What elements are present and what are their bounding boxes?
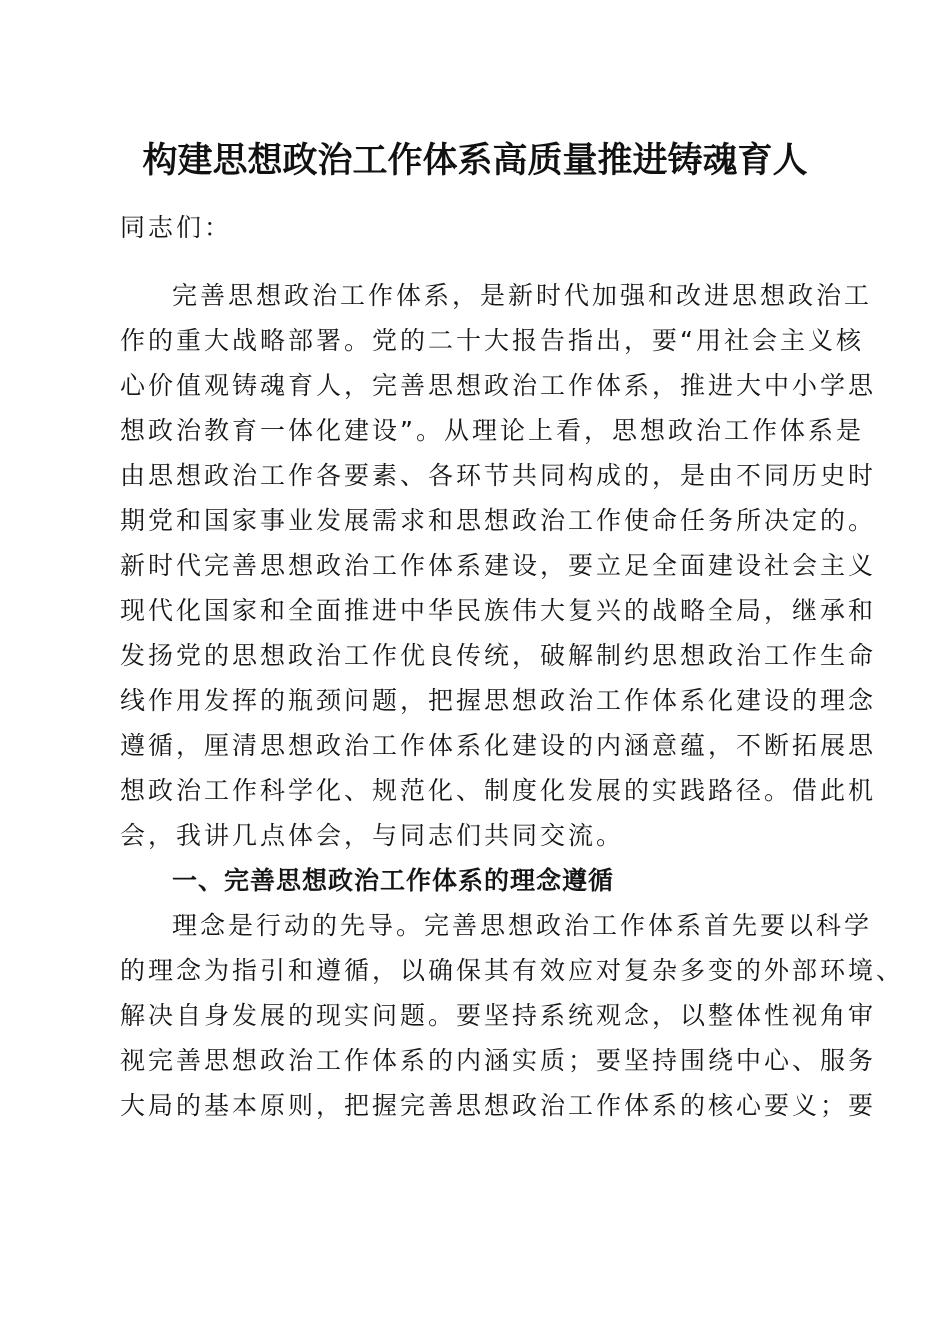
paragraph-line: 大局的基本原则，把握完善思想政治工作体系的核心要义；要 bbox=[120, 1091, 877, 1120]
salutation: 同志们： bbox=[120, 213, 233, 242]
paragraph-line: 线作用发挥的瓶颈问题，把握思想政治工作体系化建设的理念 bbox=[120, 686, 877, 715]
paragraph-line: 期党和国家事业发展需求和思想政治工作使命任务所决定的。 bbox=[120, 506, 877, 535]
paragraph-line: 的理念为指引和遵循，以确保其有效应对复杂多变的外部环境、 bbox=[120, 956, 905, 985]
paragraph-line: 遵循，厘清思想政治工作体系化建设的内涵意蕴，不断拓展思 bbox=[120, 731, 877, 760]
paragraph-line: 解决自身发展的现实问题。要坚持系统观念，以整体性视角审 bbox=[120, 1001, 877, 1030]
document-title: 构建思想政治工作体系高质量推进铸魂育人 bbox=[142, 140, 808, 181]
paragraph-line: 现代化国家和全面推进中华民族伟大复兴的战略全局，继承和 bbox=[120, 596, 877, 625]
paragraph-line: 由思想政治工作各要素、各环节共同构成的，是由不同历史时 bbox=[120, 461, 877, 490]
section-heading: 一、完善思想政治工作体系的理念遵循 bbox=[172, 866, 615, 895]
paragraph-line: 理念是行动的先导。完善思想政治工作体系首先要以科学 bbox=[172, 911, 873, 940]
paragraph-line: 新时代完善思想政治工作体系建设，要立足全面建设社会主义 bbox=[120, 551, 877, 580]
paragraph-line: 想政治教育一体化建设”。从理论上看，思想政治工作体系是 bbox=[120, 416, 864, 445]
paragraph-line: 想政治工作科学化、规范化、制度化发展的实践路径。借此机 bbox=[120, 776, 877, 805]
paragraph-line: 视完善思想政治工作体系的内涵实质；要坚持围绕中心、服务 bbox=[120, 1046, 877, 1075]
paragraph-line: 会，我讲几点体会，与同志们共同交流。 bbox=[120, 821, 625, 850]
paragraph-line: 心价值观铸魂育人，完善思想政治工作体系，推进大中小学思 bbox=[120, 371, 877, 400]
paragraph-line: 作的重大战略部署。党的二十大报告指出，要“用社会主义核 bbox=[120, 326, 864, 355]
paragraph-line: 发扬党的思想政治工作优良传统，破解制约思想政治工作生命 bbox=[120, 641, 877, 670]
paragraph-line: 完善思想政治工作体系，是新时代加强和改进思想政治工 bbox=[172, 281, 873, 310]
